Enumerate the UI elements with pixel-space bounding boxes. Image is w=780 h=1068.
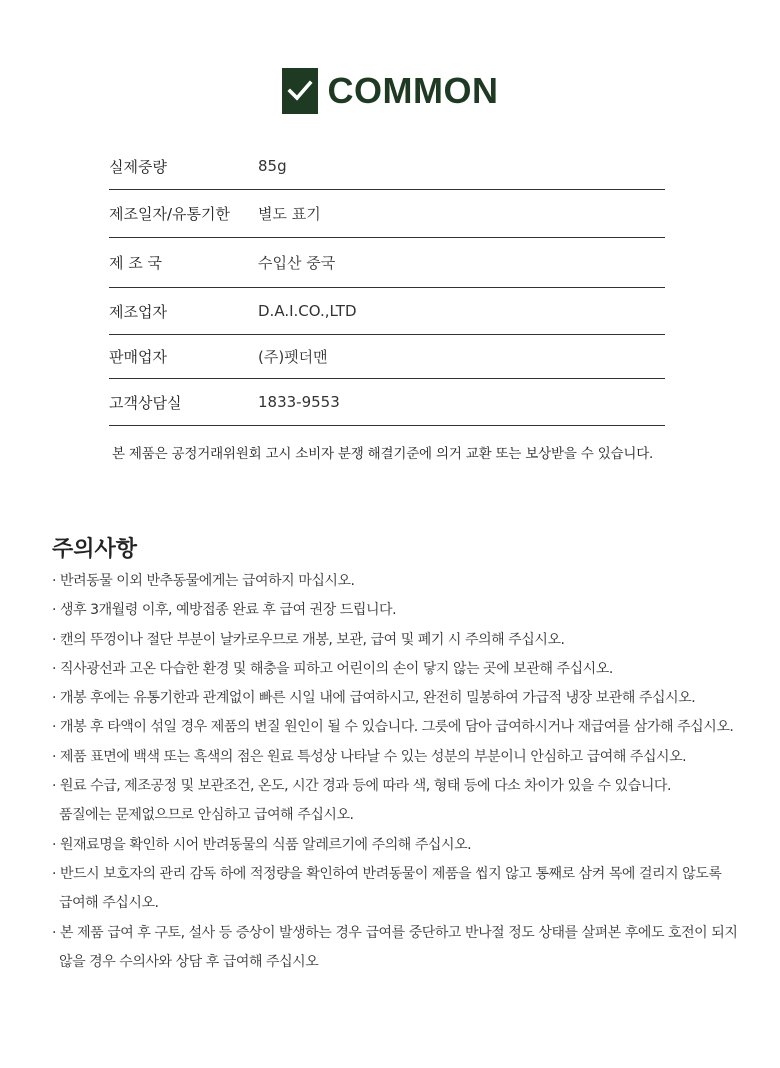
exchange-notice: 본 제품은 공정거래위원회 고시 소비자 분쟁 해결기준에 의거 교환 또는 보상받을 수 있습니다. — [112, 446, 654, 462]
spec-row — [109, 379, 665, 426]
spec-label: 제 조 국 — [109, 254, 163, 272]
spec-value: 85g — [258, 157, 287, 175]
caution-item: · 반려동물 이외 반추동물에게는 급여하지 마십시오. — [52, 573, 355, 589]
spec-value: 1833-9553 — [258, 393, 340, 411]
spec-label: 제조일자/유통기한 — [109, 205, 230, 223]
caution-item: · 제품 표면에 백색 또는 흑색의 점은 원료 특성상 나타날 수 있는 성분의 부분이니 안심하고 급여해 주십시오. — [52, 748, 687, 765]
spec-row — [109, 288, 665, 335]
caution-item: 급여해 주십시오. — [59, 895, 159, 912]
spec-table — [109, 143, 665, 426]
caution-item: · 캔의 뚜껑이나 절단 부분이 날카로우므로 개봉, 보관, 급여 및 폐기 시 주의해 주십시오. — [52, 631, 565, 648]
spec-row — [109, 190, 665, 238]
caution-item: · 개봉 후에는 유통기한과 관계없이 빠른 시일 내에 급여하시고, 완전히 밀봉하여 가급적 냉장 보관해 주십시오. — [52, 690, 696, 707]
caution-item: 품질에는 문제없으므로 안심하고 급여해 주십시오. — [59, 807, 354, 824]
caution-item: · 원재료명을 확인하 시어 반려동물의 식품 알레르기에 주의해 주십시오. — [52, 836, 472, 853]
caution-list — [52, 567, 762, 977]
spec-label: 판매업자 — [109, 348, 167, 366]
spec-value: 수입산 중국 — [258, 254, 336, 272]
spec-row — [109, 143, 665, 190]
spec-label: 실제중량 — [109, 157, 167, 176]
spec-label: 제조업자 — [109, 302, 167, 321]
brand-name: COMMON — [327, 70, 499, 111]
caution-item: 않을 경우 수의사와 상담 후 급여해 주십시오 — [59, 953, 319, 970]
caution-item: · 직사광선과 고온 다습한 환경 및 해충을 피하고 어린이의 손이 닿지 않는 곳에 보관해 주십시오. — [52, 660, 613, 677]
caution-item: · 반드시 보호자의 관리 감독 하에 적정량을 확인하여 반려동물이 제품을 씹지 않고 통째로 삼켜 목에 걸리지 않도록 — [52, 865, 722, 882]
caution-item: · 개봉 후 타액이 섞일 경우 제품의 변질 원인이 될 수 있습니다. 그릇에 담아 급여하시거나 재급여를 삼가해 주십시오. — [52, 719, 734, 736]
caution-item: · 원료 수급, 제조공정 및 보관조건, 온도, 시간 경과 등에 따라 색, 형태 등에 다소 차이가 있을 수 있습니다. — [52, 778, 671, 795]
spec-value: (주)펫더맨 — [258, 348, 328, 366]
caution-item: · 본 제품 급여 후 구토, 설사 등 증상이 발생하는 경우 급여를 중단하고 반나절 정도 상태를 살펴본 후에도 호전이 되지 — [52, 924, 738, 941]
caution-item: · 생후 3개월령 이후, 예방접종 완료 후 급여 권장 드립니다. — [52, 602, 397, 619]
brand-logo — [0, 67, 780, 115]
spec-label: 고객상담실 — [109, 393, 182, 412]
check-icon — [282, 68, 318, 114]
spec-row — [109, 335, 665, 379]
spec-row — [109, 238, 665, 288]
spec-value: 별도 표기 — [258, 205, 321, 223]
caution-title: 주의사항 — [52, 537, 138, 562]
spec-value: D.A.I.CO.,LTD — [258, 302, 357, 320]
